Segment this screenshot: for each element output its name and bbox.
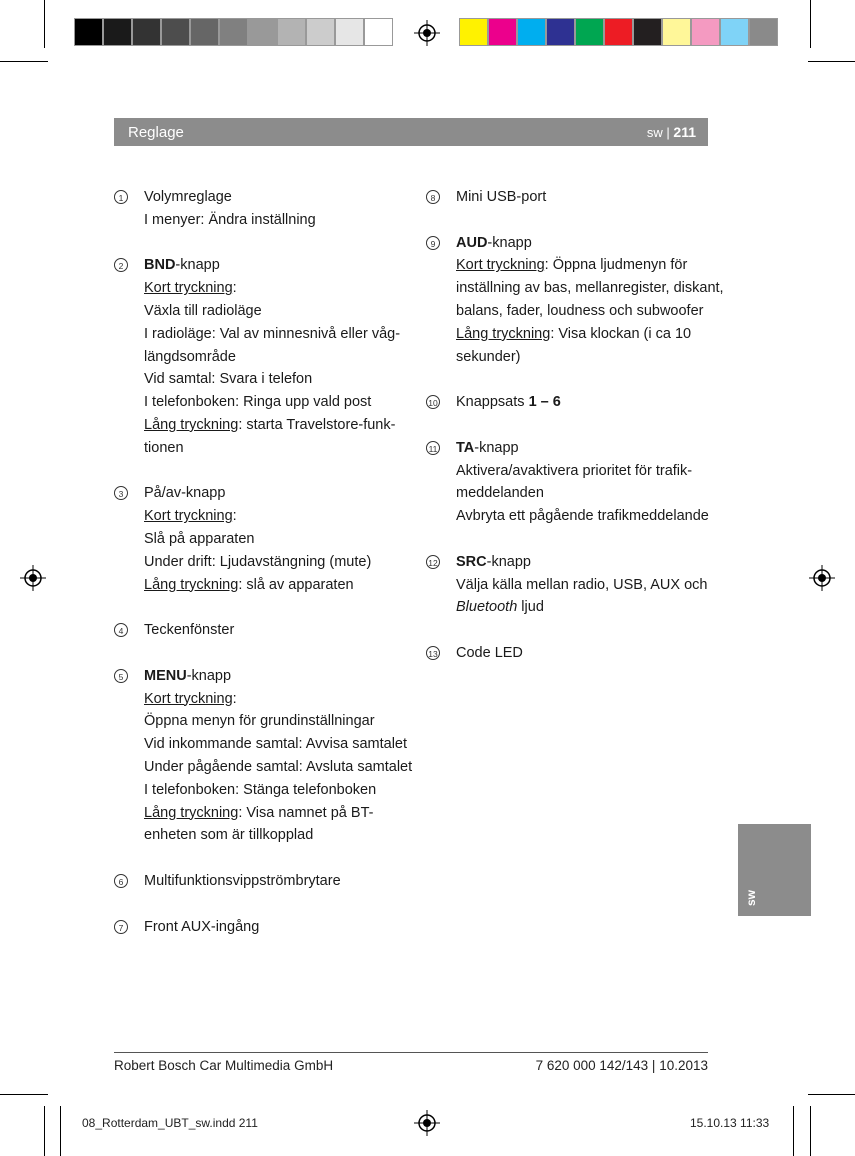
- list-item: [114, 254, 401, 459]
- item-line: [144, 665, 379, 688]
- item-number-badge: 4: [114, 623, 128, 637]
- item-line: [144, 186, 379, 209]
- text-segment: Växla till radioläge: [144, 302, 262, 319]
- side-tab-label: sw: [744, 889, 758, 906]
- item-line: [144, 870, 379, 893]
- gray-swatch: [161, 18, 190, 46]
- gray-swatch: [103, 18, 132, 46]
- gray-swatch: [248, 18, 277, 46]
- text-segment: meddelanden: [456, 485, 544, 502]
- text-segment: Under drift: Ljudavstängning (mute): [144, 553, 372, 570]
- crop-mark: [793, 1106, 794, 1156]
- text-segment: Under pågående samtal: Avsluta samtalet: [144, 758, 413, 775]
- item-number-badge: 7: [114, 920, 128, 934]
- color-swatch: [691, 18, 720, 46]
- text-segment: Bluetooth: [456, 599, 518, 616]
- text-segment: Aktivera/avaktivera prioritet för trafik-: [456, 462, 693, 479]
- item-line: [456, 346, 691, 369]
- item-line: [144, 710, 379, 733]
- item-line: [456, 254, 691, 277]
- item-line: [456, 482, 691, 505]
- page-number: 211: [673, 124, 696, 140]
- item-line: [144, 414, 396, 437]
- text-segment: : Visa klockan (i ca 10: [550, 325, 692, 342]
- text-segment: -knapp: [487, 234, 532, 251]
- text-segment: Lång tryckning: [456, 325, 551, 342]
- text-segment: MENU: [144, 667, 187, 684]
- text-segment: På/av-knapp: [144, 485, 226, 502]
- text-segment: -knapp: [175, 257, 220, 274]
- text-segment: inställning av bas, mellanregister, diskant,: [456, 280, 724, 297]
- text-segment: Avbryta ett pågående trafikmeddelande: [456, 508, 709, 525]
- text-segment: Front AUX-ingång: [144, 918, 260, 935]
- crop-mark: [0, 1094, 48, 1095]
- item-line: [144, 733, 408, 756]
- item-number-badge: 3: [114, 486, 128, 500]
- color-swatch: [720, 18, 749, 46]
- text-segment: Vid samtal: Svara i telefon: [144, 371, 313, 388]
- text-segment: BND: [144, 257, 176, 274]
- text-segment: Lång tryckning: [144, 416, 239, 433]
- gray-color-bar: [74, 18, 393, 48]
- color-swatch: [662, 18, 691, 46]
- text-segment: : Öppna ljudmenyn för: [544, 257, 688, 274]
- item-number-badge: 6: [114, 874, 128, 888]
- item-line: [456, 642, 691, 665]
- gray-swatch: [277, 18, 306, 46]
- text-segment: -knapp: [474, 439, 519, 456]
- list-item: [114, 870, 379, 893]
- text-segment: Code LED: [456, 644, 523, 661]
- footer-doc-ref: 7 620 000 142/143 | 10.2013: [535, 1058, 708, 1073]
- item-line: [456, 437, 691, 460]
- crop-mark: [60, 1106, 61, 1156]
- item-line: [456, 232, 691, 255]
- list-item: [426, 437, 709, 528]
- crop-mark: [808, 1094, 855, 1095]
- page-indicator: sw | 211: [646, 124, 696, 140]
- item-number-badge: 12: [426, 555, 440, 569]
- item-line: [144, 824, 379, 847]
- section-title: Reglage: [128, 123, 184, 141]
- list-item: [114, 916, 379, 939]
- gray-swatch: [364, 18, 393, 46]
- item-line: [456, 391, 691, 414]
- item-line: [456, 460, 691, 483]
- crop-mark: [0, 61, 48, 62]
- gray-swatch: [132, 18, 161, 46]
- text-segment: SRC: [456, 553, 487, 570]
- color-swatch: [749, 18, 778, 46]
- list-item: [114, 186, 379, 232]
- language-side-tab: [738, 824, 811, 916]
- registration-mark-icon: [414, 1110, 440, 1136]
- text-segment: 1 – 6: [528, 394, 561, 411]
- text-segment: Kort tryckning: [144, 690, 233, 707]
- text-segment: Öppna menyn för grundinställningar: [144, 713, 375, 730]
- item-line: [144, 209, 379, 232]
- color-swatch: [488, 18, 517, 46]
- gray-swatch: [190, 18, 219, 46]
- registration-mark-icon: [809, 565, 835, 591]
- crop-mark: [808, 61, 855, 62]
- text-segment: Slå på apparaten: [144, 530, 255, 547]
- item-number-badge: 10: [426, 395, 440, 409]
- text-segment: Vid inkommande samtal: Avvisa samtalet: [144, 736, 408, 753]
- item-number-badge: 5: [114, 669, 128, 683]
- text-segment: balans, fader, loudness och subwoofer: [456, 302, 704, 319]
- gray-swatch: [335, 18, 364, 46]
- text-segment: Volymreglage: [144, 189, 232, 205]
- text-segment: Kort tryckning: [456, 257, 545, 274]
- text-segment: :: [232, 508, 237, 525]
- item-number-badge: 8: [426, 190, 440, 204]
- item-line: [144, 391, 379, 414]
- registration-mark-icon: [414, 20, 440, 46]
- item-line: [144, 574, 379, 597]
- gray-swatch: [306, 18, 335, 46]
- item-line: [144, 437, 379, 460]
- item-line: [144, 300, 379, 323]
- slug-timestamp: 15.10.13 11:33: [690, 1116, 770, 1130]
- item-line: [456, 551, 691, 574]
- text-segment: Kort tryckning: [144, 508, 233, 525]
- list-item: [426, 391, 691, 414]
- item-line: [144, 528, 379, 551]
- gray-swatch: [74, 18, 103, 46]
- item-line: [144, 802, 379, 825]
- language-code: sw: [646, 125, 663, 140]
- text-segment: Knappsats: [456, 394, 529, 411]
- text-segment: sekunder): [456, 348, 521, 365]
- item-number-badge: 1: [114, 190, 128, 204]
- item-line: [144, 277, 379, 300]
- left-column: [114, 186, 413, 961]
- text-segment: ljud: [517, 599, 544, 616]
- item-number-badge: 2: [114, 258, 128, 272]
- footer-divider: [114, 1052, 708, 1053]
- crop-mark: [810, 1106, 811, 1156]
- item-line: [144, 254, 379, 277]
- item-line: [456, 596, 691, 619]
- text-segment: :: [232, 690, 237, 707]
- item-line: [144, 482, 379, 505]
- text-segment: Välja källa mellan radio, USB, AUX och: [456, 576, 708, 593]
- list-item: [426, 551, 708, 619]
- text-segment: I radioläge: Val av minnesnivå eller våg-: [144, 325, 401, 342]
- gray-swatch: [219, 18, 248, 46]
- color-swatch: [517, 18, 546, 46]
- text-segment: Kort tryckning: [144, 280, 233, 297]
- item-line: [456, 186, 691, 209]
- list-item: [114, 619, 379, 642]
- text-segment: enheten som är tillkopplad: [144, 827, 314, 844]
- text-segment: Teckenfönster: [144, 622, 235, 639]
- text-segment: I telefonboken: Ringa upp vald post: [144, 394, 372, 411]
- item-line: [144, 551, 379, 574]
- list-item: [426, 232, 724, 369]
- item-line: [144, 346, 379, 369]
- slug-filename: 08_Rotterdam_UBT_sw.indd 211: [82, 1116, 258, 1130]
- text-segment: TA: [456, 439, 475, 456]
- list-item: [426, 642, 691, 665]
- item-line: [456, 323, 691, 346]
- item-line: [456, 277, 724, 300]
- text-segment: -knapp: [486, 553, 531, 570]
- item-line: [456, 505, 709, 528]
- footer-company: Robert Bosch Car Multimedia GmbH: [114, 1058, 334, 1073]
- item-line: [456, 574, 708, 597]
- text-segment: I menyer: Ändra inställning: [144, 211, 316, 228]
- crop-mark: [44, 0, 45, 48]
- text-segment: : Visa namnet på BT-: [238, 804, 374, 821]
- item-line: [144, 688, 379, 711]
- text-segment: tionen: [144, 439, 184, 456]
- text-segment: Lång tryckning: [144, 804, 239, 821]
- text-segment: Multifunktionsvippströmbrytare: [144, 872, 341, 889]
- list-item: [426, 186, 691, 209]
- item-number-badge: 11: [426, 441, 440, 455]
- text-segment: AUD: [456, 234, 488, 251]
- text-segment: I telefonboken: Stänga telefonboken: [144, 781, 377, 798]
- item-line: [144, 368, 379, 391]
- item-line: [144, 756, 413, 779]
- text-segment: : starta Travelstore-funk-: [238, 416, 396, 433]
- text-segment: längdsområde: [144, 348, 236, 365]
- list-item: [114, 665, 413, 847]
- section-header-bar: [114, 118, 708, 146]
- item-line: [144, 779, 379, 802]
- color-swatch: [633, 18, 662, 46]
- color-swatch: [575, 18, 604, 46]
- item-line: [144, 505, 379, 528]
- item-number-badge: 9: [426, 236, 440, 250]
- right-column: [426, 186, 724, 688]
- crop-mark: [44, 1106, 45, 1156]
- color-swatch: [459, 18, 488, 46]
- color-swatch: [604, 18, 633, 46]
- text-segment: :: [232, 280, 237, 297]
- text-segment: -knapp: [186, 667, 232, 684]
- crop-mark: [810, 0, 811, 48]
- color-bar: [459, 18, 778, 48]
- color-swatch: [546, 18, 575, 46]
- registration-mark-icon: [20, 565, 46, 591]
- text-segment: Mini USB-port: [456, 189, 547, 205]
- item-line: [144, 619, 379, 642]
- item-number-badge: 13: [426, 646, 440, 660]
- text-segment: Lång tryckning: [144, 576, 239, 593]
- list-item: [114, 482, 379, 596]
- text-segment: : slå av apparaten: [238, 576, 354, 593]
- item-line: [144, 323, 401, 346]
- item-line: [456, 300, 704, 323]
- item-line: [144, 916, 379, 939]
